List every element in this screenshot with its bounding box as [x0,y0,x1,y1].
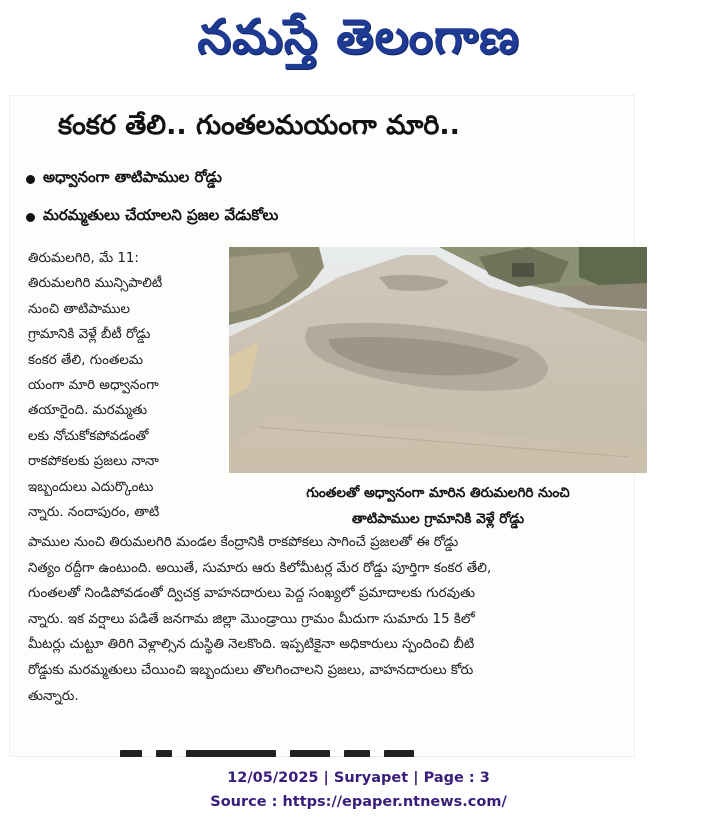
body-line: లకు నోచుకోకపోవడంతో [28,428,149,444]
article-headline: కంకర తేలి.. గుంతలమయంగా మారి.. [58,110,460,141]
body-line: నుంచి తాటిపాముల [28,301,130,317]
body-line: రోడ్డుకు మరమ్మతులు చేయించి ఇబ్బందులు తొలగించాలని ప్రజలు, వాహనదారులు కోరు [28,662,474,678]
body-line: ఇబ్బందులు ఎదుర్కొంటు [28,479,154,495]
body-line: గ్రామానికి వెళ్లే బీటీ రోడ్డు [28,327,151,343]
body-line: తయారైంది. మరమ్మతు [28,403,148,419]
body-line: తిరుమలగిరి మున్సిపాలిటీ [28,276,163,292]
deck-text: మరమ్మతులు చేయాలని ప్రజల వేడుకోలు [43,206,279,224]
bullet-icon [26,175,35,184]
deck-line-1 [26,168,222,190]
dateline: తిరుమలగిరి, మే 11: [28,251,139,266]
body-line: నిత్యం రద్దీగా ఉంటుంది. అయితే, సుమారు ఆరు కిలోమీటర్ల మేర రోడ్డు పూర్తిగా కంకర తేలి, [28,560,492,576]
article-body-column [28,246,218,525]
footer-date-line: 12/05/2025 | Suryapet | Page : 3 [227,770,490,786]
caption-line: తాటిపాముల గ్రామానికి వెళ్లే రోడ్డు [351,511,525,527]
body-line: న్నారు. ఇక వర్షాలు పడితే జనగామ జిల్లా మొండ్రాయి గ్రామం మీదుగా సుమారు 15 కిలో [28,611,475,627]
masthead-title: నమస్తే తెలంగాణ [197,9,520,65]
newspaper-masthead [0,0,717,86]
body-line: మీటర్లు చుట్టూ తిరిగి వెళ్లాల్సిన దుస్థితి నెలకొంది. ఇప్పటికైనా అధికారులు స్పందించి బీటి [28,637,475,653]
body-line: రాకపోకలకు ప్రజలు నానా [28,454,159,470]
photo-caption [232,480,644,532]
body-line: పాముల నుంచి తిరుమలగిరి మండల కేంద్రానికి రాకపోకలు సాగించే ప్రజలతో ఈ రోడ్డు [28,535,459,550]
body-line: కంకర తేలి, గుంతలమ [28,352,144,368]
road-photo [229,247,647,473]
body-line: తున్నారు. [28,688,79,704]
body-line: యంగా మారి అధ్వానంగా [28,378,159,394]
article-body-wide [28,530,653,709]
deck-text: అధ్వానంగా తాటిపాముల రోడ్డు [43,168,222,186]
deck-line-2 [26,206,278,228]
body-line: గుంతలతో నిండిపోవడంతో ద్విచక్ర వాహనదారులు పెద్ద సంఖ్యలో ప్రమాదాలకు గురవుతు [28,586,475,602]
cropped-next-headline [120,745,540,757]
footer-source-line: Source : https://epaper.ntnews.com/ [210,794,507,810]
caption-line: గుంతలతో అధ్వానంగా మారిన తిరుమలగిరి నుంచి [306,485,570,501]
bullet-icon [26,213,35,222]
body-line: న్నారు. నందాపురం, తాటి [28,505,160,521]
